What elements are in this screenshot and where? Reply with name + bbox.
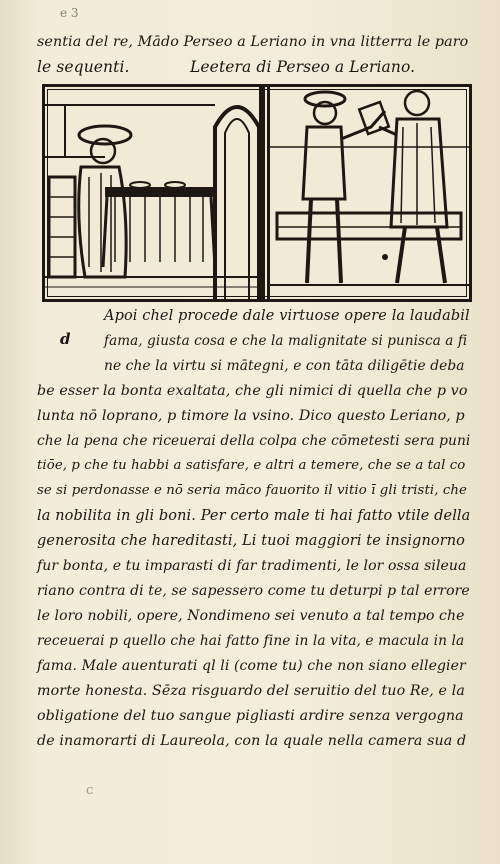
header-line-1: sentia del re, Mādo Perseo a Leriano in vna litterra le paro — [37, 34, 469, 50]
body-line-12: riano contra di te, se sapessero come tu deturpi p tal errore — [37, 583, 470, 599]
body-line-7: tiōe, p che tu habbi a satisfare, e altri a temere, che se a tal co — [37, 458, 466, 473]
body-line-16: morte honesta. Sēza risguardo del seruitio del tuo Re, e la — [37, 683, 465, 699]
woodcut-drawing — [45, 87, 469, 299]
body-line-18: de inamorarti di Laureola, con la quale nella camera sua d — [37, 733, 467, 749]
letter-title: Leetera di Perseo a Leriano. — [190, 58, 416, 76]
body-line-6: che la pena che riceuerai della colpa che cōmetesti sera puni — [37, 433, 471, 449]
woodcut-illustration — [42, 84, 472, 302]
body-line-1: Apoi chel procede dale virtuose opere la laudabil — [104, 308, 470, 324]
body-line-3: ne che la virtu si mātegni, e con tāta diligētie deba — [104, 358, 465, 374]
body-line-11: fur bonta, e tu imparasti di far tradimenti, le lor ossa sileua — [37, 558, 467, 574]
body-line-17: obligatione del tuo sangue pigliasti ardire senza vergogna — [37, 708, 464, 724]
body-line-10: generosita che hareditasti, Li tuoi maggiori te insignorno — [37, 533, 466, 549]
body-line-13: le loro nobili, opere, Nondimeno sei venuto a tal tempo che — [37, 608, 465, 624]
body-line-14: receuerai p quello che hai fatto fine in la vita, e macula in la — [37, 633, 465, 649]
body-line-2: fama, giusta cosa e che la malignitate si punisca a fi — [104, 333, 468, 349]
drop-initial: d — [60, 330, 71, 348]
faint-mark: c — [86, 783, 94, 798]
body-line-4: be esser la bonta exaltata, che gli nimici di quella che p vo — [37, 383, 468, 399]
body-line-5: lunta nō loprano, p timore la vsino. Dico questo Leriano, p — [37, 408, 465, 424]
body-line-15: fama. Male auenturati ql li (come tu) che non siano ellegier — [37, 658, 466, 674]
header-line-2: le sequenti. — [37, 58, 130, 76]
body-line-9: la nobilita in gli boni. Per certo male ti hai fatto vtile della — [37, 508, 471, 524]
body-line-8: se si perdonasse e nō seria māco fauorito il vitio ī gli tristi, che — [37, 483, 467, 498]
folio-mark: e 3 — [60, 6, 79, 20]
